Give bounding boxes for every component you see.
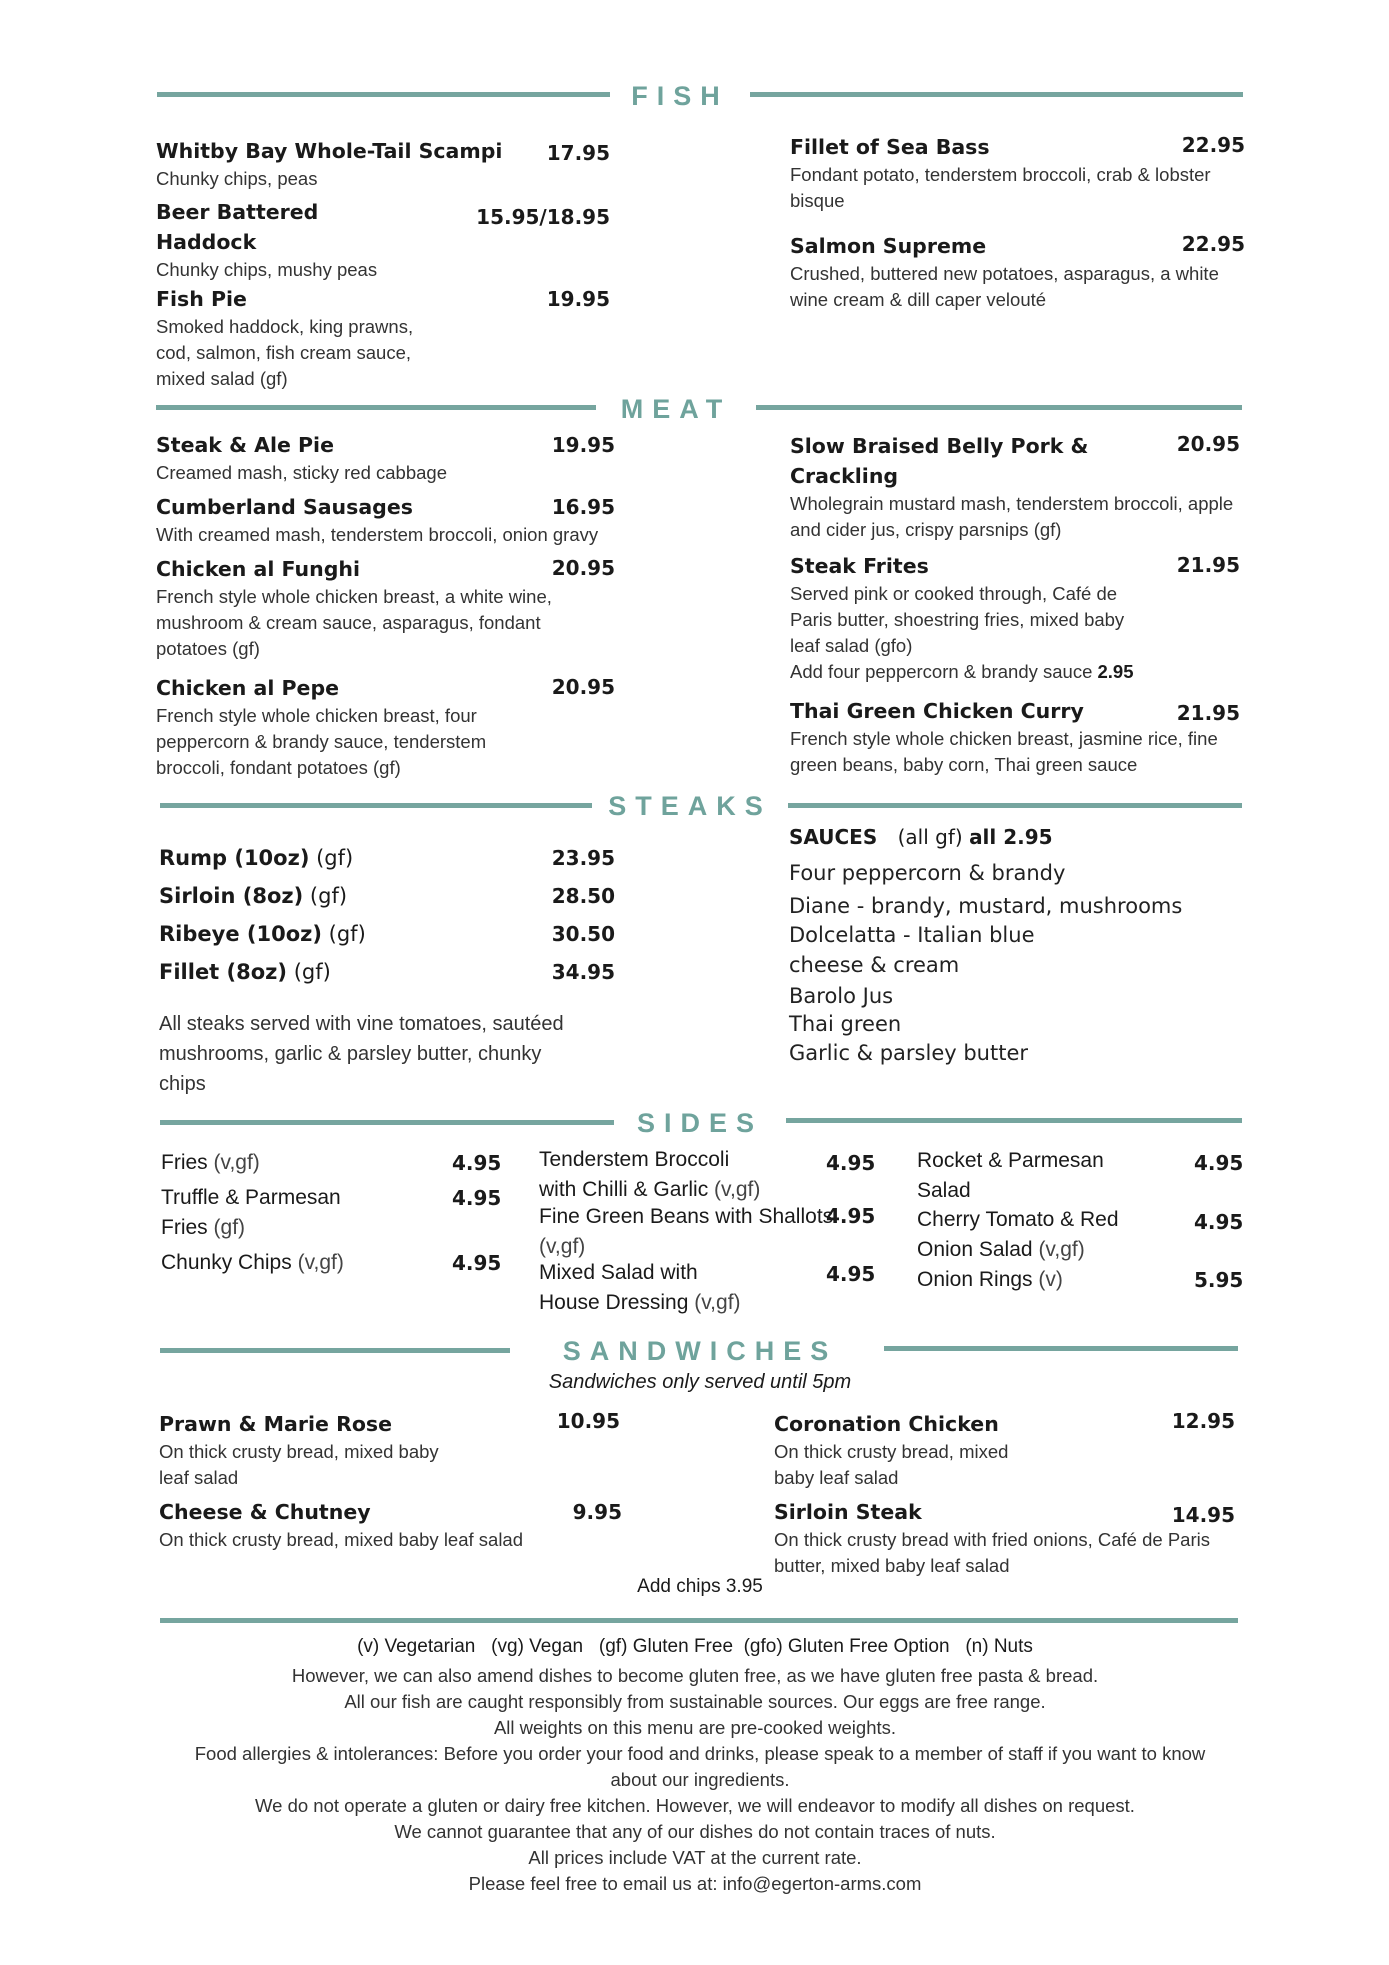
- menu-item: [156, 673, 556, 781]
- item-name: Coronation Chicken: [774, 1412, 999, 1436]
- side-tag: (gf): [213, 1216, 246, 1239]
- sauce-item: Garlic & parsley butter: [789, 1041, 1029, 1065]
- side-item: [539, 1202, 834, 1262]
- item-desc: French style whole chicken breast, a white wine, mushroom & cream sauce, asparagus, fondant potatoes (gf): [156, 586, 552, 659]
- item-name: Cumberland Sausages: [156, 495, 413, 519]
- side-name: Tenderstem Broccoli: [539, 1148, 730, 1171]
- fish-title: FISH: [631, 81, 729, 111]
- item-price: 21.95: [1176, 701, 1240, 725]
- steaks-rule-right: [788, 803, 1242, 808]
- side-price: 4.95: [1194, 1210, 1244, 1234]
- extra-price: 2.95: [1097, 661, 1134, 682]
- side-item: [917, 1146, 1104, 1206]
- side-tag: (v,gf): [297, 1251, 344, 1274]
- meat-rule-right: [756, 405, 1242, 410]
- item-name: Chicken al Funghi: [156, 557, 360, 581]
- item-price: 20.95: [1176, 432, 1240, 456]
- item-desc: Creamed mash, sticky red cabbage: [156, 462, 447, 483]
- side-name: Fries: [161, 1151, 208, 1174]
- steak-price: 30.50: [551, 922, 615, 946]
- side-name: Chunky Chips: [161, 1251, 292, 1274]
- steak-price: 34.95: [551, 960, 615, 984]
- steak-name: Sirloin (8oz): [159, 884, 304, 908]
- steak-name: Ribeye (10oz): [159, 922, 322, 946]
- meat-rule-left: [156, 405, 596, 410]
- footer-line: All our fish are caught responsibly from sustainable sources. Our eggs are free range.: [344, 1691, 1046, 1712]
- item-price: 20.95: [551, 675, 615, 699]
- fish-rule-left: [157, 92, 610, 97]
- item-desc: Smoked haddock, king prawns, cod, salmon, fish cream sauce, mixed salad (gf): [156, 316, 414, 389]
- fish-rule-right: [750, 92, 1243, 97]
- side-name: Truffle & Parmesan: [161, 1186, 341, 1209]
- side-item: [539, 1258, 741, 1318]
- side-price: 4.95: [826, 1262, 876, 1286]
- side-name: Fine Green Beans with Shallots: [539, 1205, 834, 1228]
- item-desc: On thick crusty bread, mixed baby leaf salad: [159, 1441, 439, 1488]
- item-desc: French style whole chicken breast, four peppercorn & brandy sauce, tenderstem broccoli, fondant potatoes (gf): [156, 705, 487, 778]
- steak-price: 23.95: [551, 846, 615, 870]
- side-name: Onion Rings: [917, 1268, 1033, 1291]
- sandwiches-rule-left: [160, 1348, 510, 1353]
- side-price: 5.95: [1194, 1268, 1244, 1292]
- item-desc: Chunky chips, peas: [156, 168, 318, 189]
- side-price: 4.95: [452, 1251, 502, 1275]
- footer-line: All prices include VAT at the current rate.: [528, 1847, 862, 1868]
- item-name: Sirloin Steak: [774, 1500, 922, 1524]
- side-tag: (v,gf): [539, 1235, 586, 1258]
- side-item: [161, 1183, 341, 1243]
- item-name: Fish Pie: [156, 287, 247, 311]
- sauces-tag: (all gf): [897, 825, 963, 849]
- item-price: 20.95: [551, 556, 615, 580]
- sauces-price: all 2.95: [969, 825, 1053, 849]
- footer-rule: [160, 1618, 1238, 1623]
- item-price: 14.95: [1171, 1503, 1235, 1527]
- steak-item: [159, 839, 353, 877]
- side-name: Cherry Tomato & Red: [917, 1208, 1119, 1231]
- footer-line: However, we can also amend dishes to become gluten free, as we have gluten free pasta & bread.: [291, 1665, 1099, 1686]
- side-tag: (v): [1038, 1268, 1063, 1291]
- sauces-header: [789, 822, 1053, 852]
- item-desc: French style whole chicken breast, jasmine rice, fine green beans, baby corn, Thai green sauce: [790, 728, 1218, 775]
- sandwiches-subtitle: Sandwiches only served until 5pm: [548, 1371, 852, 1393]
- sauce-item: Barolo Jus: [789, 984, 894, 1008]
- side-name: Rocket & Parmesan: [917, 1149, 1104, 1172]
- item-desc: Chunky chips, mushy peas: [156, 259, 378, 280]
- sauce-item: Thai green: [789, 1012, 902, 1036]
- item-desc: On thick crusty bread with fried onions, Café de Paris butter, mixed baby leaf salad: [774, 1529, 1210, 1576]
- side-item: [539, 1145, 760, 1205]
- menu-item: [159, 1409, 439, 1491]
- item-extra: [790, 659, 1140, 685]
- meat-title: MEAT: [620, 394, 732, 424]
- item-desc: Fondant potato, tenderstem broccoli, crab & lobster bisque: [790, 164, 1211, 211]
- steak-item: [159, 915, 366, 953]
- item-name: Salmon Supreme: [790, 234, 987, 258]
- side-name-2: House Dressing: [539, 1291, 689, 1314]
- side-name-2: Onion Salad: [917, 1238, 1033, 1261]
- side-price: 4.95: [826, 1151, 876, 1175]
- sandwiches-title: SANDWICHES: [562, 1336, 838, 1366]
- item-price: 10.95: [556, 1409, 620, 1433]
- add-chips-note: Add chips 3.95: [637, 1576, 763, 1597]
- item-price: 15.95/18.95: [476, 205, 610, 229]
- item-price: 16.95: [551, 495, 615, 519]
- item-price: 19.95: [551, 433, 615, 457]
- side-name-2: Fries: [161, 1216, 208, 1239]
- side-item: [161, 1248, 344, 1278]
- side-tag: (v,gf): [1038, 1238, 1085, 1261]
- steak-tag: (gf): [309, 884, 348, 908]
- sides-rule-left: [160, 1120, 614, 1125]
- side-price: 4.95: [826, 1204, 876, 1228]
- sandwiches-rule-right: [884, 1346, 1238, 1351]
- side-name-2: Salad: [917, 1179, 971, 1202]
- item-name: Steak Frites: [790, 554, 929, 578]
- item-desc: Crushed, buttered new potatoes, asparagus, a white wine cream & dill caper velouté: [790, 263, 1219, 310]
- footer-line: We cannot guarantee that any of our dishes do not contain traces of nuts.: [394, 1821, 996, 1842]
- item-price: 17.95: [546, 141, 610, 165]
- side-price: 4.95: [452, 1151, 502, 1175]
- item-desc: On thick crusty bread, mixed baby leaf salad: [774, 1441, 1009, 1488]
- steak-price: 28.50: [551, 884, 615, 908]
- dietary-key: (v) Vegetarian (vg) Vegan (gf) Gluten Free (gfo) Gluten Free Option (n) Nuts: [357, 1636, 1033, 1657]
- side-item: [161, 1148, 260, 1178]
- side-item: [917, 1205, 1119, 1265]
- item-price: 22.95: [1181, 133, 1245, 157]
- item-desc: On thick crusty bread, mixed baby leaf salad: [159, 1529, 524, 1550]
- steak-tag: (gf): [293, 960, 331, 984]
- side-name: Mixed Salad with: [539, 1261, 698, 1284]
- steak-tag: (gf): [316, 846, 354, 870]
- side-price: 4.95: [1194, 1151, 1244, 1175]
- steaks-title: STEAKS: [608, 791, 772, 821]
- menu-item: [790, 551, 1140, 685]
- item-name: Prawn & Marie Rose: [159, 1412, 393, 1436]
- steak-tag: (gf): [328, 922, 366, 946]
- side-tag: (v,gf): [714, 1178, 761, 1201]
- side-price: 4.95: [452, 1186, 502, 1210]
- steak-item: [159, 953, 331, 991]
- steak-name: Rump (10oz): [159, 846, 310, 870]
- footer-line: All weights on this menu are pre-cooked weights.: [493, 1717, 897, 1738]
- item-name: Chicken al Pepe: [156, 676, 340, 700]
- footer-line: We do not operate a gluten or dairy free kitchen. However, we will endeavor to modify all dishes on request.: [255, 1795, 1135, 1816]
- item-desc: With creamed mash, tenderstem broccoli, onion gravy: [156, 524, 599, 545]
- item-name: Steak & Ale Pie: [156, 433, 334, 457]
- menu-item: [774, 1409, 1044, 1491]
- side-tag: (v,gf): [213, 1151, 260, 1174]
- menu-item: [156, 197, 378, 283]
- item-price: 19.95: [546, 287, 610, 311]
- extra-label: Add four peppercorn & brandy sauce: [790, 661, 1093, 682]
- sauce-item: Dolcelatta - Italian blue: [789, 923, 1035, 947]
- steaks-rule-left: [160, 803, 592, 808]
- steak-name: Fillet (8oz): [159, 960, 287, 984]
- item-name: Cheese & Chutney: [159, 1500, 371, 1524]
- item-price: 21.95: [1176, 553, 1240, 577]
- footer-line: Food allergies & intolerances: Before you order your food and drinks, please speak to a member of staff if you want to know about our ingredients.: [194, 1743, 1206, 1790]
- item-name: Whitby Bay Whole-Tail Scampi: [156, 139, 503, 163]
- item-desc: Served pink or cooked through, Café de Paris butter, shoestring fries, mixed baby leaf salad (gfo): [790, 583, 1125, 656]
- sauces-label: SAUCES: [789, 825, 878, 849]
- steak-item: [159, 877, 347, 915]
- item-price: 22.95: [1181, 232, 1245, 256]
- item-name: Beer Battered Haddock: [156, 200, 319, 254]
- item-desc: Wholegrain mustard mash, tenderstem broccoli, apple and cider jus, crispy parsnips (gf): [790, 493, 1234, 540]
- sauce-item: cheese & cream: [789, 953, 960, 977]
- sauce-item: Four peppercorn & brandy: [789, 861, 1066, 885]
- sauce-item: Diane - brandy, mustard, mushrooms: [789, 894, 1183, 918]
- item-name: Slow Braised Belly Pork & Crackling: [790, 434, 1089, 488]
- side-tag: (v,gf): [694, 1291, 741, 1314]
- menu-item: [156, 136, 536, 192]
- item-price: 12.95: [1171, 1409, 1235, 1433]
- item-name: Fillet of Sea Bass: [790, 135, 990, 159]
- item-price: 9.95: [572, 1500, 622, 1524]
- sides-rule-right: [786, 1118, 1242, 1123]
- sides-title: SIDES: [636, 1108, 764, 1138]
- steaks-note: All steaks served with vine tomatoes, sautéed mushrooms, garlic & parsley butter, chunky chips: [159, 1013, 564, 1095]
- side-name-2: with Chilli & Garlic: [539, 1178, 709, 1201]
- side-item: [917, 1265, 1063, 1295]
- item-name: Thai Green Chicken Curry: [790, 699, 1084, 723]
- footer-line: Please feel free to email us at: info@egerton-arms.com: [468, 1873, 922, 1894]
- menu-item: [156, 284, 436, 392]
